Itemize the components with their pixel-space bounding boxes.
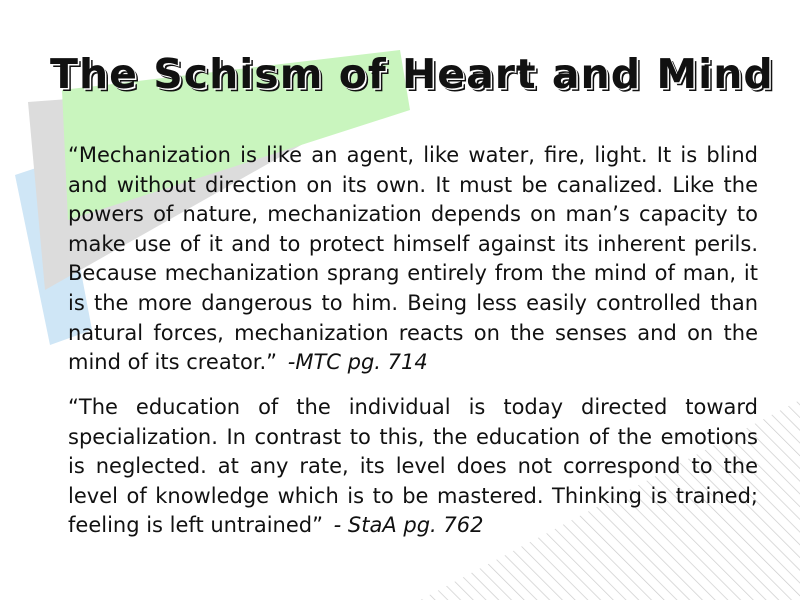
quote-citation: -MTC pg. 714 xyxy=(287,350,428,375)
quote-mechanization xyxy=(68,141,758,378)
quote-text: “Mechanization is like an agent, like water, fire, light. It is blind and without direction on its own. It must be canalized. Like the powers of nature, mechanization depends on man’s capacity to make use of it and to protect himself against its inherent perils. Because mechanization sprang entirely from the mind of man, it is the more dangerous to him. Being less easily controlled than natural forces, mechanization reacts on the senses and on the mind of its creator.” xyxy=(68,143,758,375)
quote-citation: - StaA pg. 762 xyxy=(333,513,484,538)
quote-text: “The education of the individual is today directed toward specialization. In contrast to this, the education of the emotions is neglected. at any rate, its level does not correspond to the level of knowledge which is to be mastered. Thinking is trained; feeling is left untrained” xyxy=(68,395,758,538)
quote-education xyxy=(68,393,758,541)
slide-title: The Schism of Heart and Mind xyxy=(50,50,774,98)
